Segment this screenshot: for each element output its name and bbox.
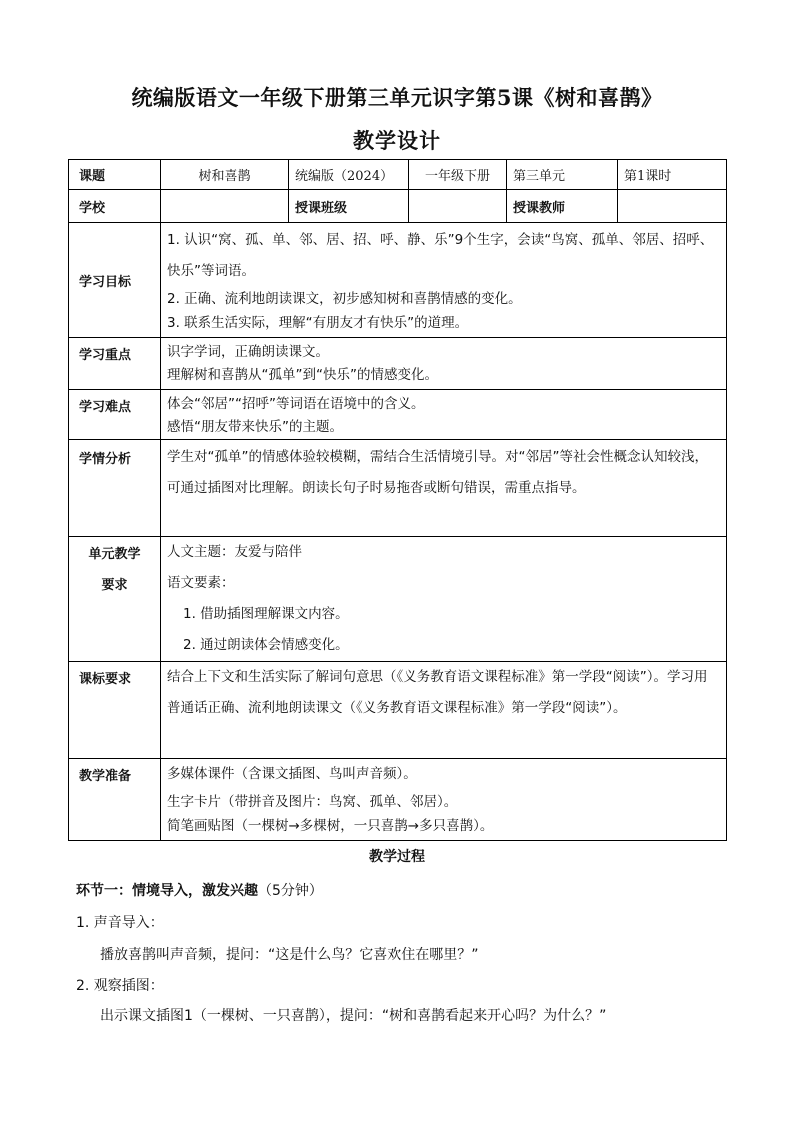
- difficulty-item: 体会“邻居”“招呼”等词语在语境中的含义。: [167, 396, 425, 412]
- analysis-content: 学生对“孤单”的情感体验较模糊，需结合生活情境引导。对“邻居”等社会性概念认知较浅，可通过插图对比理解。朗读长句子时易拖沓或断句错误，需重点指导。: [161, 440, 727, 537]
- cell-grade: 一年级下册: [409, 160, 507, 190]
- unit-requirements-label: [69, 537, 161, 662]
- cell-teacher-value: [618, 190, 727, 223]
- preparation-item: 生字卡片（带拼音及图片：鸟窝、孤单、邻居）。: [167, 794, 458, 810]
- unit-element-item: 2. 通过朗读体会情感变化。: [183, 637, 349, 653]
- step2-text: 出示课文插图1（一棵树、一只喜鹊），提问：“树和喜鹊看起来开心吗？为什么？”: [100, 1008, 607, 1024]
- cell-course-label: 课题: [69, 160, 161, 190]
- document-subtitle: 教学设计: [353, 128, 441, 153]
- difficulties-row: [69, 390, 727, 440]
- unit-elements-title: 语文要素：: [167, 575, 235, 591]
- cell-period: 第1课时: [618, 160, 727, 190]
- cell-school-value: [161, 190, 289, 223]
- objective-item: 2. 正确、流利地朗读课文，初步感知树和喜鹊情感的变化。: [167, 291, 522, 307]
- step1-title: 1. 声音导入：: [76, 915, 164, 931]
- header-row: [69, 160, 727, 190]
- analysis-row: [69, 440, 727, 537]
- key-points-content: [161, 338, 727, 390]
- difficulty-item: 感悟“朋友带来快乐”的主题。: [167, 419, 343, 435]
- school-row: [69, 190, 727, 223]
- unit-element-item: 1. 借助插图理解课文内容。: [183, 606, 349, 622]
- document-title: 统编版语文一年级下册第三单元识字第5课《树和喜鹊》: [131, 85, 663, 110]
- difficulties-content: [161, 390, 727, 440]
- cell-edition: 统编版（2024）: [289, 160, 409, 190]
- preparation-row: [69, 759, 727, 841]
- cell-unit: 第三单元: [507, 160, 618, 190]
- step2-title: 2. 观察插图：: [76, 978, 164, 994]
- preparation-label: 教学准备: [69, 759, 161, 841]
- key-point-item: 理解树和喜鹊从“孤单”到“快乐”的情感变化。: [167, 367, 438, 383]
- cell-school-label: 学校: [69, 190, 161, 223]
- key-points-label: 学习重点: [69, 338, 161, 390]
- standard-row: [69, 662, 727, 759]
- stage1-time: （5分钟）: [258, 883, 323, 899]
- preparation-item: 简笔画贴图（一棵树→多棵树，一只喜鹊→多只喜鹊）。: [167, 818, 494, 834]
- preparation-item: 多媒体课件（含课文插图、鸟叫声音频）。: [167, 766, 417, 782]
- key-points-row: [69, 338, 727, 390]
- stage1-heading: [76, 880, 323, 900]
- stage1-title: 环节一：情境导入，激发兴趣: [76, 883, 258, 899]
- step1-text: 播放喜鹊叫声音频，提问：“这是什么鸟？它喜欢住在哪里？”: [100, 947, 479, 963]
- objectives-label: 学习目标: [69, 223, 161, 338]
- unit-requirements-row: [69, 537, 727, 662]
- unit-label-line1: 单元教学: [88, 547, 141, 562]
- unit-requirements-content: [161, 537, 727, 662]
- objectives-content: [161, 223, 727, 338]
- cell-teacher-label: 授课教师: [507, 190, 618, 223]
- objectives-row: [69, 223, 727, 338]
- analysis-label: 学情分析: [69, 440, 161, 537]
- standard-label: 课标要求: [69, 662, 161, 759]
- preparation-content: [161, 759, 727, 841]
- standard-content: 结合上下文和生活实际了解词句意思（《义务教育语文课程标准》第一学段“阅读”）。学习用普通话正确、流利地朗读课文（《义务教育语文课程标准》第一学段“阅读”）。: [161, 662, 727, 759]
- cell-class-value: [409, 190, 507, 223]
- process-title: 教学过程: [369, 849, 425, 865]
- unit-label-line2: 要求: [101, 578, 128, 593]
- key-point-item: 识字学词，正确朗读课文。: [167, 344, 329, 360]
- cell-class-label: 授课班级: [289, 190, 409, 223]
- objective-item: 3. 联系生活实际，理解“有朋友才有快乐”的道理。: [167, 315, 469, 331]
- objective-item: 1. 认识“窝、孤、单、邻、居、招、呼、静、乐”9个生字，会读“鸟窝、孤单、邻居、招呼、快乐”等词语。: [167, 232, 714, 279]
- cell-course-title: 树和喜鹊: [161, 160, 289, 190]
- difficulties-label: 学习难点: [69, 390, 161, 440]
- unit-theme: 人文主题：友爱与陪伴: [167, 544, 302, 560]
- lesson-plan-table: [68, 159, 727, 841]
